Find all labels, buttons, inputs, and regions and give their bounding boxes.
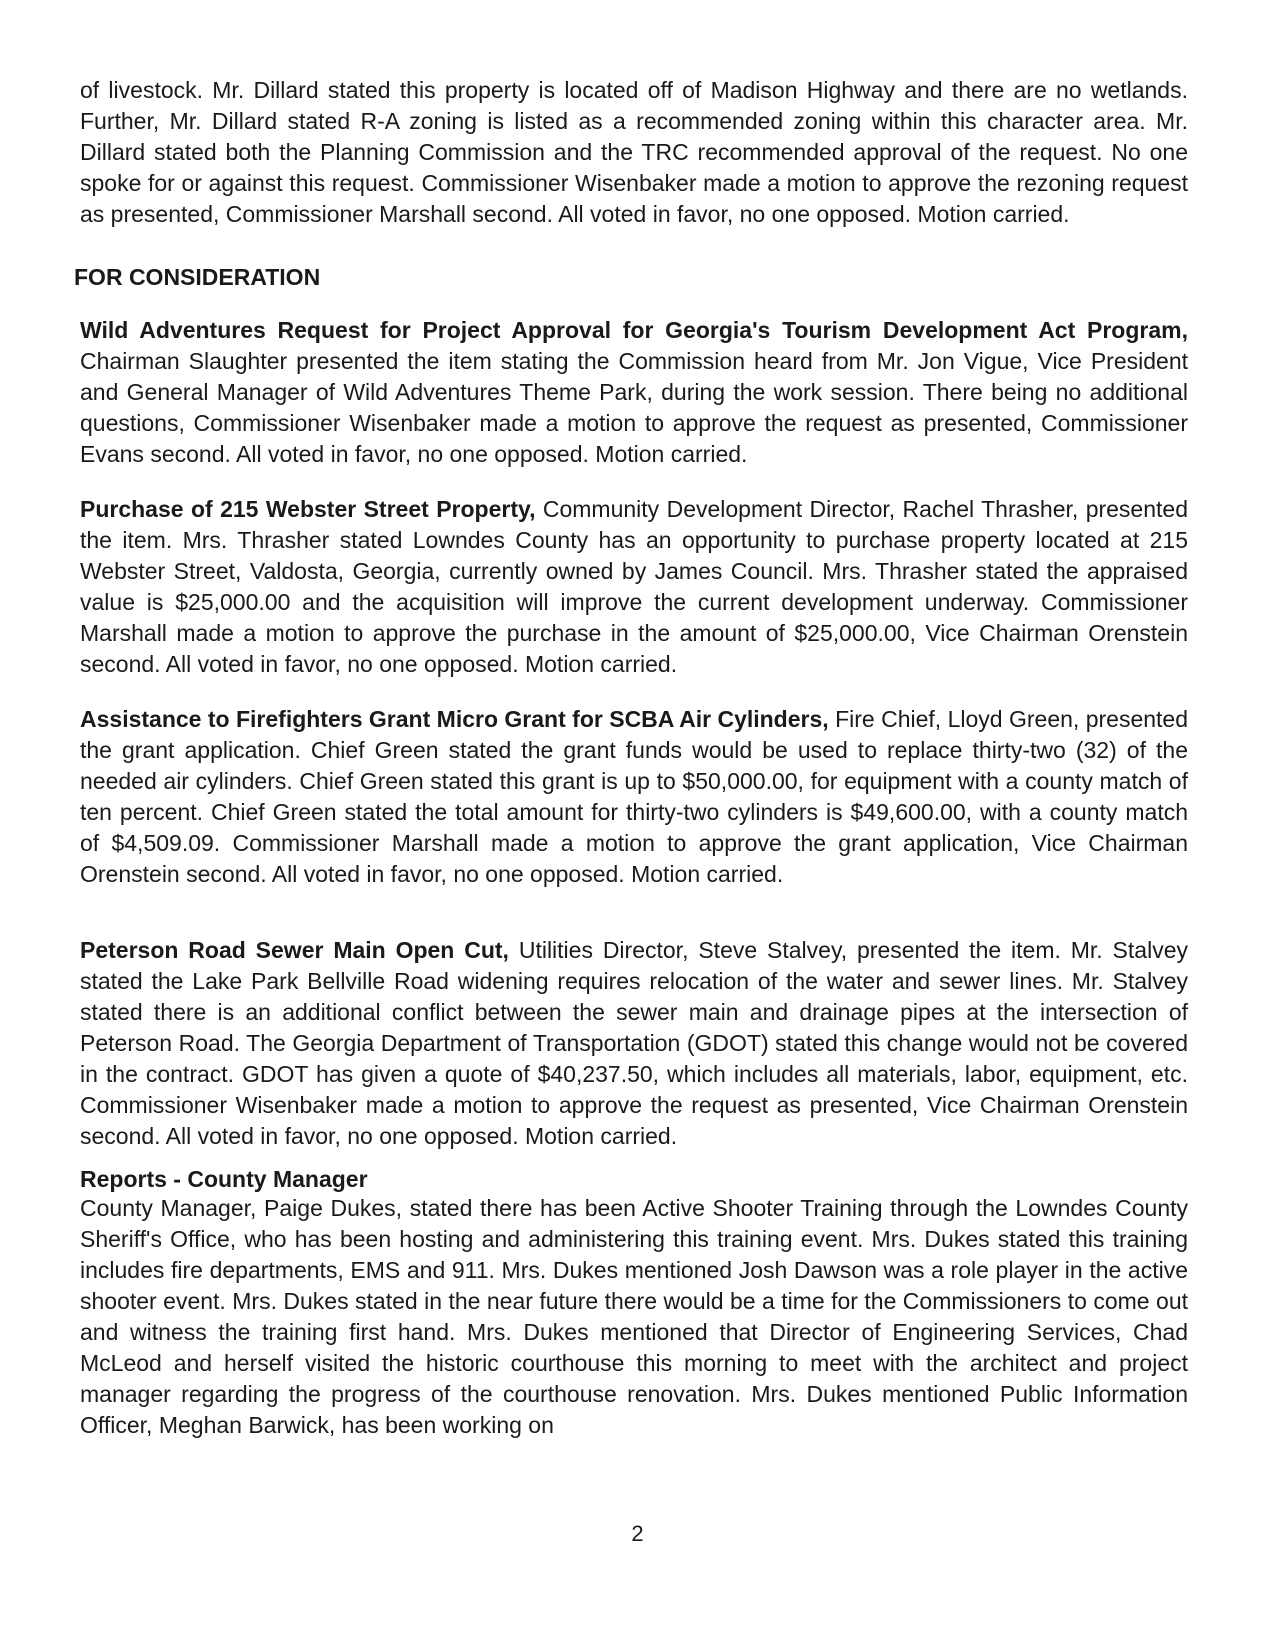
item-body: Fire Chief, Lloyd Green, presented the grant application. Chief Green stated the grant funds would be used to replace thirty-two (32) of the needed air cylinders. Chief Green stated this grant is up to $50,000.00, for equipment with a county match of ten percent. Chief Green stated the total amount for thirty-two cylinders is $49,600.00, with a county match of $4,509.09. Commissioner Marshall made a motion to approve the grant application, Vice Chairman Orenstein second. All voted in favor, no one opposed. Motion carried. bbox=[80, 706, 1189, 887]
item-wild-adventures bbox=[80, 315, 1188, 470]
page-number: 2 bbox=[631, 1521, 644, 1546]
reports-heading: Reports - County Manager bbox=[80, 1166, 368, 1192]
item-title: Assistance to Firefighters Grant Micro Grant for SCBA Air Cylinders, bbox=[80, 706, 829, 732]
reports-body: County Manager, Paige Dukes, stated there has been Active Shooter Training through the Lowndes County Sheriff's Office, who has been hosting and administering this training event. Mrs. Dukes stated this training includes fire departments, EMS and 911. Mrs. Dukes mentioned Josh Dawson was a role player in the active shooter event. Mrs. Dukes stated in the near future there would be a time for the Commissioners to come out and witness the training first hand. Mrs. Dukes mentioned that Director of Engineering Services, Chad McLeod and herself visited the historic courthouse this morning to meet with the architect and project manager regarding the progress of the courthouse renovation. Mrs. Dukes mentioned Public Information Officer, Meghan Barwick, has been working on bbox=[80, 1195, 1188, 1438]
item-title: Purchase of 215 Webster Street Property, bbox=[80, 496, 536, 522]
item-title: Wild Adventures Request for Project Approval for Georgia's Tourism Development Act Program, bbox=[80, 317, 1188, 343]
continuation-paragraph: of livestock. Mr. Dillard stated this property is located off of Madison Highway and there are no wetlands. Further, Mr. Dillard stated R-A zoning is listed as a recommended zoning within this character area. Mr. Dillard stated both the Planning Commission and the TRC recommended approval of the request. No one spoke for or against this request. Commissioner Wisenbaker made a motion to approve the rezoning request as presented, Commissioner Marshall second. All voted in favor, no one opposed. Motion carried. bbox=[80, 77, 1188, 227]
item-body: Utilities Director, Steve Stalvey, presented the item. Mr. Stalvey stated the Lake Park Bellville Road widening requires relocation of the water and sewer lines. Mr. Stalvey stated there is an additional conflict between the sewer main and drainage pipes at the intersection of Peterson Road. The Georgia Department of Transportation (GDOT) stated this change would not be covered in the contract. GDOT has given a quote of $40,237.50, which includes all materials, labor, equipment, etc. Commissioner Wisenbaker made a motion to approve the request as presented, Vice Chairman Orenstein second. All voted in favor, no one opposed. Motion carried. bbox=[80, 937, 1188, 1149]
item-firefighters-grant bbox=[80, 704, 1188, 890]
item-body: Community Development Director, Rachel Thrasher, presented the item. Mrs. Thrasher stated Lowndes County has an opportunity to purchase property located at 215 Webster Street, Valdosta, Georgia, currently owned by James Council. Mrs. Thrasher stated the appraised value is $25,000.00 and the acquisition will improve the current development underway. Commissioner Marshall made a motion to approve the purchase in the amount of $25,000.00, Vice Chairman Orenstein second. All voted in favor, no one opposed. Motion carried. bbox=[80, 496, 1188, 677]
item-title: Peterson Road Sewer Main Open Cut, bbox=[80, 937, 509, 963]
section-heading-for-consideration: FOR CONSIDERATION bbox=[74, 264, 321, 290]
item-body: Chairman Slaughter presented the item stating the Commission heard from Mr. Jon Vigue, Vice President and General Manager of Wild Adventures Theme Park, during the work session. There being no additional questions, Commissioner Wisenbaker made a motion to approve the request as presented, Commissioner Evans second. All voted in favor, no one opposed. Motion carried. bbox=[80, 348, 1188, 467]
item-webster-street-purchase bbox=[80, 494, 1188, 680]
item-peterson-road-sewer bbox=[80, 935, 1188, 1152]
